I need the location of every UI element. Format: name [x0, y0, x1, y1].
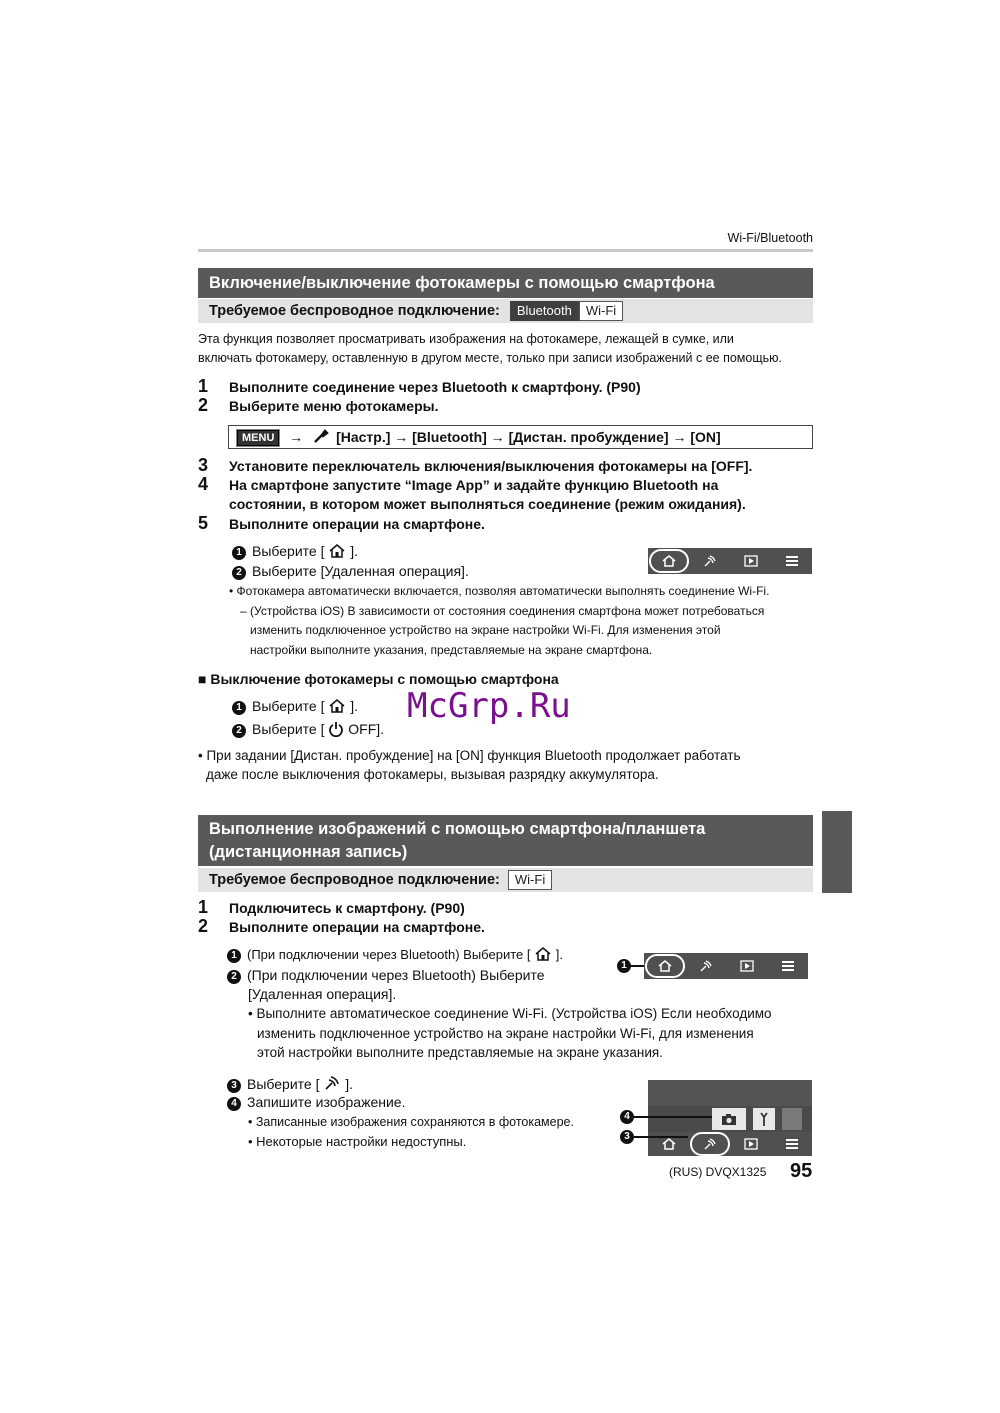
step-text: Установите переключатель включения/выключения фотокамеры на [OFF].: [229, 458, 753, 474]
chapter-tab: [822, 811, 852, 893]
section1-title: Включение/выключение фотокамеры с помощью смартфона: [198, 268, 813, 298]
off-heading: ■ Выключение фотокамеры с помощью смартфона: [198, 671, 559, 687]
list-tab[interactable]: [767, 953, 808, 979]
section-label: Wi-Fi/Bluetooth: [727, 231, 813, 245]
section2-title: Выполнение изображений с помощью смартфона/планшета (дистанционная запись): [198, 815, 813, 866]
list-tab[interactable]: [771, 1132, 812, 1156]
playback-tab[interactable]: [730, 548, 771, 574]
step-text: Выберите меню фотокамеры.: [229, 398, 439, 414]
sub-step-b: 2 (При подключении через Bluetooth) Выберите [Удаленная операция].: [227, 966, 545, 1004]
settings-button[interactable]: [753, 1108, 775, 1130]
remote-shutter-tab[interactable]: [689, 1132, 730, 1156]
circle-number: 4: [227, 1097, 241, 1111]
list-icon: [784, 1137, 800, 1151]
playback-icon: [739, 959, 755, 973]
bluetooth-note-line2: даже после выключения фотокамеры, вызывая разрядку аккумулятора.: [206, 767, 659, 782]
bullet-auto-wifi-3: этой настройки выполните представляемые на экране указания.: [257, 1045, 663, 1060]
circle-number: 1: [232, 701, 246, 715]
arrow: →: [289, 429, 304, 445]
remote-shutter-icon: [702, 553, 718, 569]
wifi-badge: Wi-Fi: [508, 870, 552, 890]
playback-tab[interactable]: [726, 953, 767, 979]
step-text: На смартфоне запустите “Image App” и задайте функцию Bluetooth на: [229, 477, 719, 493]
remote-shutter-icon: [702, 1136, 718, 1152]
playback-tab[interactable]: [730, 1132, 771, 1156]
shutter-button[interactable]: [712, 1108, 746, 1130]
intro-line-2: включать фотокамеру, оставленную в другом месте, только при записи изображений с ее помощью.: [198, 351, 783, 365]
wifi-badge: Wi-Fi: [579, 301, 623, 321]
list-tab[interactable]: [771, 548, 812, 574]
requirement-label: Требуемое беспроводное подключение:: [209, 303, 500, 319]
step-text: Выполните операции на смартфоне.: [229, 919, 485, 935]
step-text: Выполните операции на смартфоне.: [229, 516, 485, 532]
requirement-label: Требуемое беспроводное подключение:: [209, 872, 500, 888]
page-number: 95: [790, 1160, 813, 1182]
section2-requirement-bar: [198, 868, 813, 892]
circle-number: 1: [227, 949, 241, 963]
document-code: (RUS) DVQX1325: [669, 1165, 767, 1179]
remote-shutter-icon: [323, 1074, 341, 1095]
step-number: 4: [198, 474, 209, 494]
sub-step-a: 1 (При подключении через Bluetooth) Выберите [ ].: [227, 946, 563, 965]
callout-line: [634, 1136, 688, 1138]
power-icon: [328, 721, 344, 740]
step-number: 2: [198, 916, 209, 936]
callout-4: 4: [620, 1110, 634, 1124]
bullet-auto-wifi-1: • Выполните автоматическое соединение Wi-Fi. (Устройства iOS) Если необходимо: [248, 1006, 772, 1021]
step-text: Подключитесь к смартфону. (P90): [229, 900, 465, 916]
watermark: McGrp.Ru: [407, 686, 571, 726]
wrench-icon: [313, 428, 329, 450]
step-number: 5: [198, 513, 209, 533]
smartphone-menu-bar: [648, 548, 812, 574]
step-number: 1: [198, 897, 209, 917]
remote-shutter-tab[interactable]: [689, 548, 730, 574]
note-auto-connect: • Фотокамера автоматически включается, позволяя автоматически выполнять соединение Wi-Fi.: [229, 584, 770, 598]
remote-shooting-screen: [648, 1080, 812, 1156]
list-icon: [784, 554, 800, 568]
step-number: 2: [198, 395, 209, 415]
circle-number: 2: [232, 566, 246, 580]
settings-icon: [758, 1111, 770, 1127]
circle-number: 2: [232, 724, 246, 738]
circle-number: 3: [227, 1079, 241, 1093]
home-icon: [661, 554, 677, 568]
sub-step-2: 2 Выберите [Удаленная операция].: [232, 563, 469, 580]
camera-icon: [721, 1113, 737, 1126]
side-panel: [782, 1108, 802, 1130]
home-icon: [661, 1137, 677, 1151]
playback-icon: [743, 554, 759, 568]
step-text: состоянии, в котором может выполняться соединение (режим ожидания).: [229, 496, 746, 512]
step-number: 1: [198, 376, 209, 396]
bullet-auto-wifi-2: изменить подключенное устройство на экране настройки Wi-Fi, для изменения: [257, 1026, 754, 1041]
header-divider: [198, 249, 813, 252]
section1-requirement-bar: [198, 299, 813, 323]
bullet-unavailable: • Некоторые настройки недоступны.: [248, 1134, 467, 1149]
bluetooth-note-line1: • При задании [Дистан. пробуждение] на [ON] функция Bluetooth продолжает работать: [198, 748, 741, 763]
remote-shutter-tab[interactable]: [685, 953, 726, 979]
off-step-1: 1 Выберите [ ].: [232, 698, 358, 717]
list-icon: [780, 959, 796, 973]
callout-1: 1: [617, 959, 631, 973]
bullet-saved: • Записанные изображения сохраняются в фотокамере.: [248, 1115, 574, 1129]
home-tab[interactable]: [644, 953, 685, 979]
note-ios-line3: настройки выполните указания, представляемые на экране смартфона.: [250, 643, 653, 657]
step-text: Выполните соединение через Bluetooth к смартфону. (P90): [229, 379, 641, 395]
home-icon: [328, 543, 346, 562]
playback-icon: [743, 1137, 759, 1151]
callout-3: 3: [620, 1130, 634, 1144]
home-icon: [657, 959, 673, 973]
circle-number: 1: [232, 546, 246, 560]
remote-shutter-icon: [698, 958, 714, 974]
callout-line: [634, 1116, 712, 1118]
menu-path-box: [228, 425, 813, 449]
menu-button-tag: MENU: [237, 430, 279, 446]
step-number: 3: [198, 455, 209, 475]
smartphone-menu-bar: [644, 953, 808, 979]
sub-step-1: 1 Выберите [ ].: [232, 543, 358, 562]
sub-step-d: 4 Запишите изображение.: [227, 1094, 405, 1111]
menu-path-text: [Настр.] → [Bluetooth] → [Дистан. пробуждение] → [ON]: [336, 429, 721, 445]
note-ios-line1: – (Устройства iOS) В зависимости от состояния соединения смартфона может потребоваться: [240, 604, 765, 618]
note-ios-line2: изменить подключенное устройство на экране настройки Wi-Fi. Для изменения этой: [250, 623, 721, 637]
home-icon: [534, 946, 552, 965]
circle-number: 2: [227, 970, 241, 984]
off-step-2: 2 Выберите [ OFF].: [232, 721, 384, 740]
home-tab[interactable]: [648, 548, 689, 574]
home-icon: [328, 698, 346, 717]
bluetooth-badge: Bluetooth: [510, 301, 579, 321]
intro-line-1: Эта функция позволяет просматривать изображения на фотокамере, лежащей в сумке, или: [198, 332, 734, 346]
sub-step-c: 3 Выберите [ ].: [227, 1074, 353, 1095]
